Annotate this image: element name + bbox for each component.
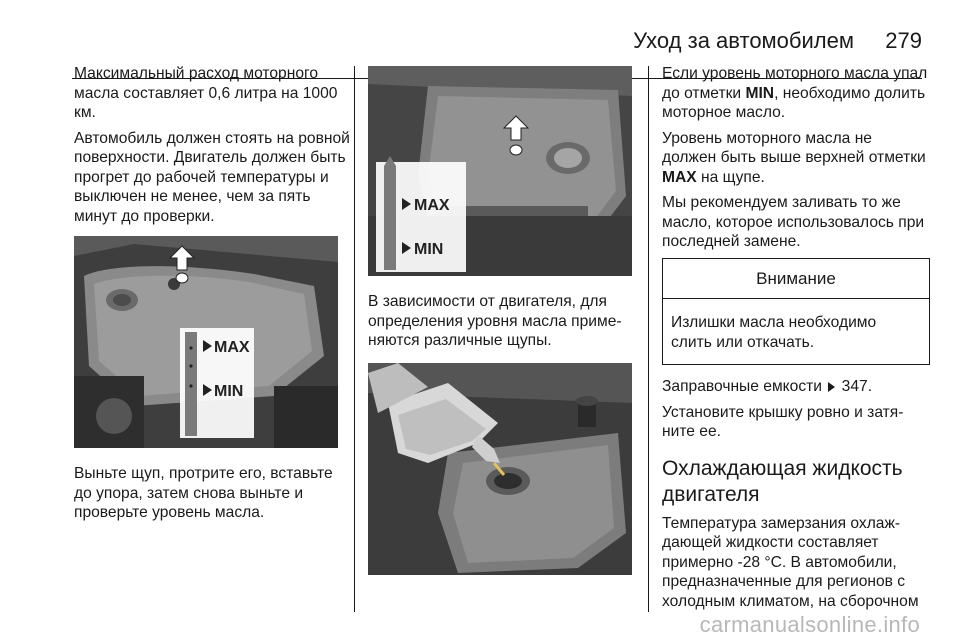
paragraph-pull-dipstick: Выньте щуп, протрите его, вставьте до упора, затем снова выньте и проверьте уровень масла. [74,465,333,521]
watermark: carmanualsonline.info [699,612,920,637]
column-2 [368,64,636,575]
paragraph-capacities: Заправочные емкости 347. [662,378,873,395]
warning-text: Излишки масла необходимо слить или откачать. [671,314,877,351]
section-heading-coolant: Охлаждающая жидкость двигателя [662,456,903,506]
paragraph-level-surface: Автомобиль должен стоять на ровной поверхности. Двигатель должен быть прогрет до рабочей температуры и выключен не менее, чем за пять минут до проверки. [74,129,350,225]
column-divider-2 [648,66,649,612]
paragraph-max-level: Уровень моторного масла не должен быть выше верхней отметки MAX на щупе. [662,129,926,186]
engine-illustration-2 [368,66,632,276]
page-title: Уход за автомобилем [633,28,854,53]
min-label: MIN [214,383,244,400]
paragraph-min-level: Если уровень моторного масла упал до отметки MIN, необходимо долить моторное масло. [662,65,928,121]
paragraph-install-cap: Установите крышку ровно и затя- ните ее. [662,403,904,440]
paragraph-different-dipsticks: В зависимости от двигателя, для определения уровня масла приме- няются различные щупы. [368,293,622,349]
dipstick-photo-2 [368,66,632,276]
max-label: MAX [214,339,250,356]
page-header [0,28,960,58]
max-label: MAX [414,197,450,214]
warning-title: Внимание [663,259,929,300]
engine-illustration-1 [74,236,338,448]
oil-filling-photo [368,363,632,575]
paragraph-coolant-freezing: Температура замерзания охлаж- дающей жидкости составляет примерно -28 °С. В автомобили, предназначенные для регионов с холодным климатом, на сборочном [662,514,919,610]
dipstick-photo-1 [74,236,338,448]
page-number: 279 [885,28,922,53]
column-divider-1 [354,66,355,612]
page-ref-icon [828,382,835,392]
page-ref-link[interactable]: 347. [841,378,873,395]
column-1 [74,64,350,529]
column-3 [662,64,930,617]
warning-box [662,258,930,366]
min-label: MIN [414,241,444,258]
paragraph-same-oil: Мы рекомендуем заливать то же масло, которое использовалось при последней замене. [662,194,925,250]
min-mark: MIN [745,84,775,102]
paragraph-oil-consumption: Максимальный расход моторного масла составляет 0,6 литра на 1000 км. [74,65,338,121]
oil-pour-illustration [368,363,632,575]
max-mark: MAX [662,168,697,186]
